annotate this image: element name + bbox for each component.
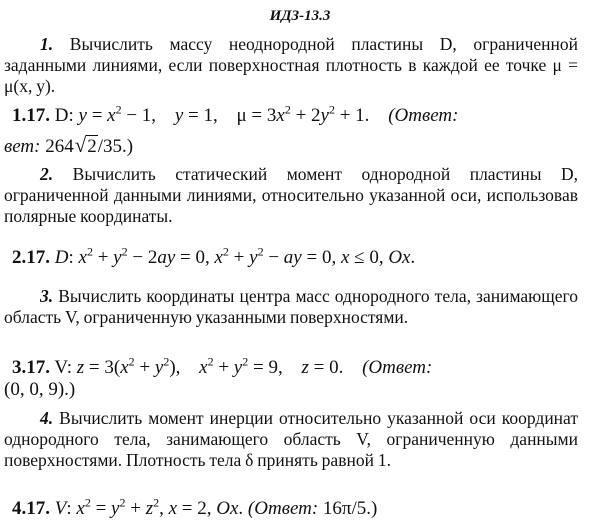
problem-3-17-surface-1: $z = 3(x^2 + y^2)$, bbox=[76, 354, 181, 378]
sqrt-symbol: √2 bbox=[74, 133, 97, 157]
problem-3-17-body: V: bbox=[54, 357, 73, 378]
task-4-text: Вычислить момент инерции относительно указанной оси координат однородного тела, занимающего область V, ограниченную данными поверхностями. Плотность тела δ принять равной 1. bbox=[4, 408, 579, 470]
problem-3-17-number: 3.17. bbox=[12, 357, 50, 378]
problem-3-17-surface-2: $x^2 + y^2 = 9$, bbox=[199, 354, 283, 378]
task-3-number: 3. bbox=[40, 286, 54, 306]
task-2-text: Вычислить статический момент однородной пластины D, ограниченной данными линиями, относительно указанной оси, использовав полярные координаты. bbox=[4, 164, 579, 226]
problem-1-17-domain: D: bbox=[54, 105, 74, 126]
problem-1-17-curve-1: $y = x^2 - 1$, bbox=[78, 102, 157, 126]
problem-4-17-equation: V: $x^2 = y^2 + z^2$, x = 2, Ox. bbox=[54, 495, 244, 519]
problem-1-17-density: $\mu = 3x^2 + 2y^2 + 1$. bbox=[236, 102, 370, 126]
problem-3-17-surface-3: z = 0. bbox=[301, 357, 344, 378]
problem-1-17-answer-label: (Ответ: bbox=[388, 105, 459, 126]
task-1-text: Вычислить массу неоднородной пластины D, ограниченной заданными линиями, если поверхностная плотность в каждой ее точке μ = μ(x, y). bbox=[4, 34, 578, 96]
task-3 bbox=[4, 286, 578, 328]
problem-1-17-curve-2: y = 1, bbox=[174, 105, 218, 126]
problem-2-17 bbox=[12, 246, 580, 269]
problem-4-17 bbox=[12, 497, 580, 520]
task-2-number: 2. bbox=[40, 164, 54, 184]
problem-3-17-answer: (0, 0, 9).) bbox=[4, 379, 76, 400]
task-3-text: Вычислить координаты центра масс однородного тела, занимающего область V, ограниченную указанными поверхностями. bbox=[4, 286, 578, 327]
problem-3-17 bbox=[12, 356, 580, 379]
task-4-number: 4. bbox=[40, 408, 54, 428]
task-1-number: 1. bbox=[40, 34, 54, 54]
task-2 bbox=[4, 164, 578, 227]
problem-1-17 bbox=[12, 104, 580, 127]
problem-2-17-equation: D: $x^2 + y^2 - 2ay = 0$, $x^2 + y^2$ − ay = 0, x ≤ 0, Ox. bbox=[54, 244, 416, 268]
document-title: ИДЗ-13.3 bbox=[269, 8, 331, 24]
task-1 bbox=[4, 34, 578, 97]
problem-4-17-number: 4.17. bbox=[12, 498, 50, 519]
problem-2-17-number: 2.17. bbox=[12, 247, 50, 268]
problem-4-17-answer-value: 16π/5.) bbox=[322, 498, 378, 519]
task-4 bbox=[4, 408, 578, 471]
problem-3-17-answer-label: (Ответ: bbox=[362, 357, 433, 378]
problem-4-17-answer-label: (Ответ: bbox=[247, 498, 319, 519]
problem-1-17-number: 1.17. bbox=[12, 105, 50, 126]
problem-1-17-answer: вет: 264√2/35.) bbox=[4, 133, 134, 157]
